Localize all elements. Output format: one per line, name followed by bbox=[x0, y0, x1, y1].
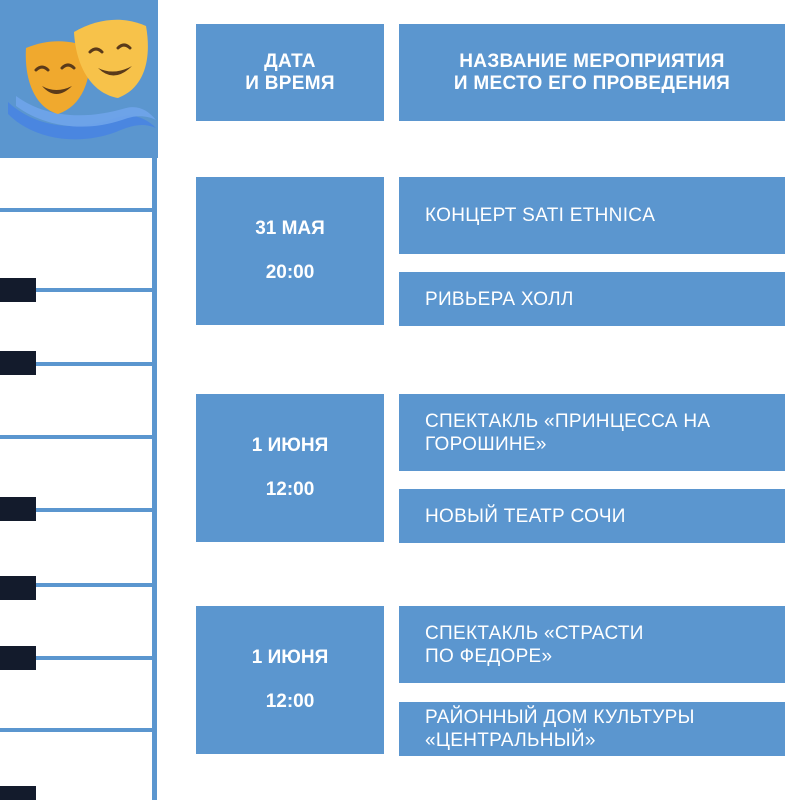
event-venue: РИВЬЕРА ХОЛЛ bbox=[399, 272, 785, 326]
event-name: КОНЦЕРТ SATI ETHNICA bbox=[399, 177, 785, 254]
piano-key bbox=[0, 646, 36, 670]
event-name: СПЕКТАКЛЬ «ПРИНЦЕССА НА ГОРОШИНЕ» bbox=[399, 394, 785, 471]
piano-key bbox=[0, 351, 36, 375]
event-name: СПЕКТАКЛЬ «СТРАСТИ ПО ФЕДОРЕ» bbox=[399, 606, 785, 683]
piano-key bbox=[0, 278, 36, 302]
strip-edge bbox=[152, 150, 157, 800]
event-time: 20:00 bbox=[265, 262, 315, 283]
decorative-strip bbox=[0, 0, 158, 800]
event-date-cell bbox=[196, 394, 384, 542]
event-time: 12:00 bbox=[265, 479, 315, 500]
decor-stripe bbox=[0, 435, 152, 439]
event-date: 1 ИЮНЯ bbox=[251, 435, 329, 456]
piano-key bbox=[0, 786, 36, 800]
decor-stripe bbox=[0, 208, 152, 212]
piano-key bbox=[0, 497, 36, 521]
event-date: 1 ИЮНЯ bbox=[251, 647, 329, 668]
event-venue: НОВЫЙ ТЕАТР СОЧИ bbox=[399, 489, 785, 543]
header-event-venue: НАЗВАНИЕ МЕРОПРИЯТИЯ И МЕСТО ЕГО ПРОВЕДЕНИЯ bbox=[399, 24, 785, 121]
event-date-cell bbox=[196, 606, 384, 754]
theater-masks-icon bbox=[6, 10, 162, 142]
event-date-cell bbox=[196, 177, 384, 325]
decor-stripe bbox=[0, 728, 152, 732]
event-venue: РАЙОННЫЙ ДОМ КУЛЬТУРЫ «ЦЕНТРАЛЬНЫЙ» bbox=[399, 702, 785, 756]
event-time: 12:00 bbox=[265, 691, 315, 712]
header-date-time: ДАТА И ВРЕМЯ bbox=[196, 24, 384, 121]
piano-key bbox=[0, 576, 36, 600]
event-date: 31 МАЯ bbox=[255, 218, 325, 239]
